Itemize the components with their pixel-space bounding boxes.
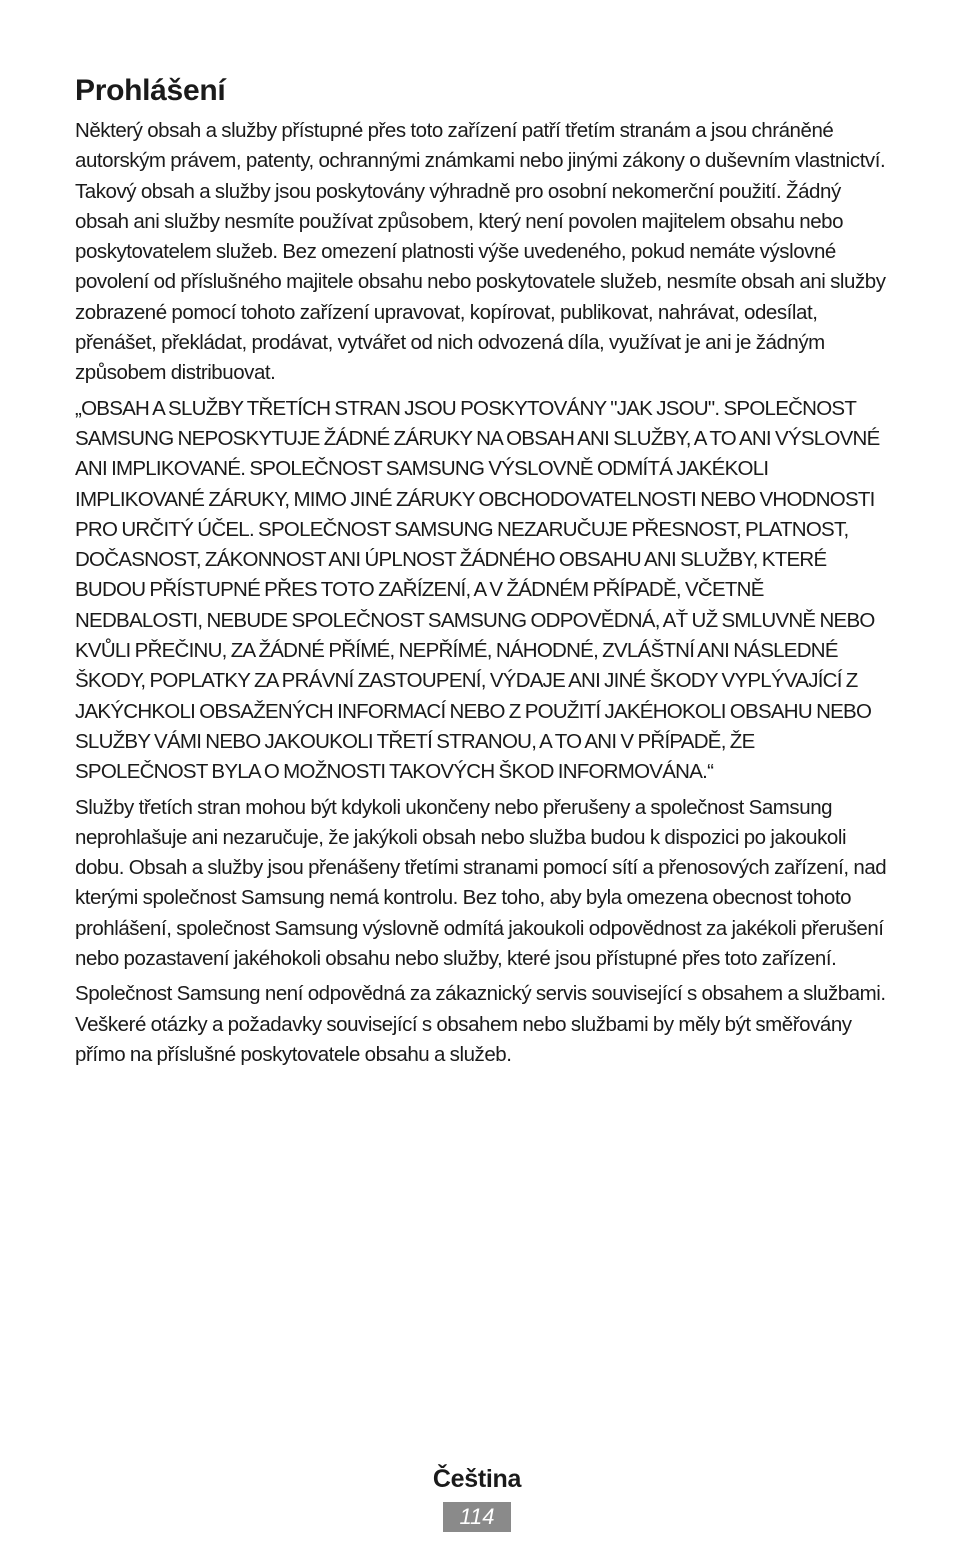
page-title: Prohlášení xyxy=(75,74,226,107)
page-footer xyxy=(0,1462,954,1532)
paragraph-service-termination: Služby třetích stran mohou být kdykoli ukončeny nebo přerušeny a společnost Samsung neprohlašuje ani nezaručuje, že jakýkoli obsah nebo služba budou k dispozici po jakoukoli dobu. Obsah a služby jsou přenášeny třetími stranami pomocí sítí a přenosových zařízení, nad kterými společnost Samsung nemá kontrolu. Bez toho, aby byla omezena obecnost tohoto prohlášení, společnost Samsung výslovně odmítá jakoukoli odpovědnost za jakékoli přerušení nebo pozastavení jakéhokoli obsahu nebo služby, které jsou přístupné přes toto zařízení. xyxy=(75,795,887,971)
paragraph-third-party-content: Některý obsah a služby přístupné přes toto zařízení patří třetím stranám a jsou chráněné autorským právem, patenty, ochrannými známkami nebo jinými zákony o duševním vlastnictví. Takový obsah a služby jsou poskytovány výhradně pro osobní nekomerční použití. Žádný obsah ani služby nesmíte používat způsobem, který není povolen majitelem obsahu nebo poskytovatelem služeb. Bez omezení platnosti výše uvedeného, pokud nemáte výslovné povolení od příslušného majitele obsahu nebo poskytovatele služeb, nesmíte obsah ani služby zobrazené pomocí tohoto zařízení upravovat, kopírovat, publikovat, nahrávat, odesílat, přenášet, překládat, prodávat, vytvářet od nich odvozená díla, využívat je ani je žádným způsobem distribuovat. xyxy=(75,119,886,385)
document-content xyxy=(75,72,887,1075)
page-number-badge: 114 xyxy=(443,1502,511,1532)
paragraph-warranty-disclaimer: „OBSAH A SLUŽBY TŘETÍCH STRAN JSOU POSKYTOVÁNY "JAK JSOU". SPOLEČNOST SAMSUNG NEPOSKYTUJE ŽÁDNÉ ZÁRUKY NA OBSAH ANI SLUŽBY, A TO ANI VÝSLOVNÉ ANI IMPLIKOVANÉ. SPOLEČNOST SAMSUNG VÝSLOVNĚ ODMÍTÁ JAKÉKOLI IMPLIKOVANÉ ZÁRUKY, MIMO JINÉ ZÁRUKY OBCHODOVATELNOSTI NEBO VHODNOSTI PRO URČITÝ ÚČEL. SPOLEČNOST SAMSUNG NEZARUČUJE PŘESNOST, PLATNOST, DOČASNOST, ZÁKONNOST ANI ÚPLNOST ŽÁDNÉHO OBSAHU ANI SLUŽBY, KTERÉ BUDOU PŘÍSTUPNÉ PŘES TOTO ZAŘÍZENÍ, A V ŽÁDNÉM PŘÍPADĚ, VČETNĚ NEDBALOSTI, NEBUDE SPOLEČNOST SAMSUNG ODPOVĚDNÁ, AŤ UŽ SMLUVNĚ NEBO KVŮLI PŘEČINU, ZA ŽÁDNÉ PŘÍMÉ, NEPŘÍMÉ, NÁHODNÉ, ZVLÁŠTNÍ ANI NÁSLEDNÉ ŠKODY, POPLATKY ZA PRÁVNÍ ZASTOUPENÍ, VÝDAJE ANI JINÉ ŠKODY VYPLÝVAJÍCÍ Z JAKÝCHKOLI OBSAŽENÝCH INFORMACÍ NEBO Z POUŽITÍ JAKÉHOKOLI OBSAHU NEBO SLUŽBY VÁMI NEBO JAKOUKOLI TŘETÍ STRANOU, A TO ANI V PŘÍPADĚ, ŽE SPOLEČNOST BYLA O MOŽNOSTI TAKOVÝCH ŠKOD INFORMOVÁNA.“ xyxy=(75,396,880,784)
paragraph-customer-service: Společnost Samsung není odpovědná za zákaznický servis související s obsahem a službami. Veškeré otázky a požadavky související s obsahem nebo službami by měly být směřovány přímo na příslušné poskytovatele obsahu a služeb. xyxy=(75,982,886,1066)
footer-language: Čeština xyxy=(432,1465,522,1493)
